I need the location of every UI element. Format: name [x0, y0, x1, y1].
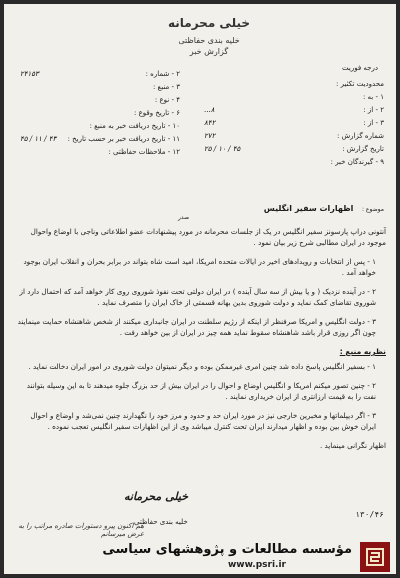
- list-item: ۱ - بسفیر انگلیس پاسخ داده شد چنین امری غیرممکن بوده و دیگر نمیتوان دولت شوروی در امور ایران دخالت نماید .: [28, 362, 376, 371]
- left-meta-block: [20, 68, 180, 159]
- urgency-label: درجه فوریت: [342, 64, 378, 72]
- document-page: [4, 4, 396, 574]
- list-item: ۳ - اگر دیپلماتها و مخبرین خارجی نیز در مورد ایران حد و حدود و مرز خود را نگهدارند چنین نمی‌شد و اوضاع و احوال ایران خوش بین بوده و اظهار میدارند ایران تحت کنترل میباشد وی از این اظهارات سفیر انگلیس تعجب نموده .: [30, 411, 376, 431]
- subject-line: [14, 204, 384, 213]
- list-item: ۳ - دولت انگلیس و امریکا صرفنظر از اینکه از رژیم سلطنت در ایران جانبداری میکنند از شخص شاهنشاه حمایت مینمایند چون اگر روزی قرار باشد شاهنشاه سقوط نماید همه چیز در ایران از بین خواهد رفت .: [17, 317, 376, 337]
- handwritten-note: هم اکنون پیرو دستورات صادره مراتب را به عرض میرسانم: [18, 522, 144, 538]
- meta-row: ۹ - گیرندگان خبر :: [330, 158, 384, 166]
- stamp-sub2: گزارش خبر: [189, 47, 229, 56]
- right-meta-block: [204, 78, 384, 169]
- closing-line: اظهار نگرانی مینماید .: [319, 441, 386, 450]
- report-body: [14, 226, 386, 459]
- stamp-sub1: خلیه بندی حفاظتی: [178, 36, 240, 45]
- footer: [4, 540, 396, 574]
- document-number: ۱۳۰/۴۶: [355, 510, 384, 519]
- meta-row: ۱۰ - تاریخ دریافت خبر به منبع :: [89, 122, 180, 130]
- meta-row: ۱۱ - تاریخ دریافت خبر بر حسب تاریخ : ۴۳ / ۱۱ / ۴۵: [20, 135, 180, 143]
- meta-row: ۴ - نوع :: [154, 96, 180, 104]
- meta-row: ۲ - از : ۸...: [204, 106, 384, 114]
- analysis-title: نظریه منبع :: [339, 347, 386, 356]
- meta-row: ۳ - از : ۸۴۲: [204, 119, 384, 127]
- meta-row: ۳ - منبع :: [152, 83, 180, 91]
- stamp-main: خیلی محرمانه: [167, 16, 251, 30]
- subject-value: اظهارات سفیر انگلیس: [263, 204, 354, 213]
- meta-row: ۱۲ - ملاحظات حفاظتی :: [108, 148, 180, 156]
- meta-row: تاریخ گزارش : ۴۵ / ۱۰ / ۲۵: [204, 145, 384, 153]
- organization-name: مؤسسه مطالعات و پژوهشهای سیاسی: [102, 542, 352, 557]
- signature-stamp: خلیه بندی حفاظتی: [134, 518, 188, 526]
- subject-label: موضوع :: [361, 206, 384, 213]
- meta-row: شماره گزارش : ۲۷۲: [204, 132, 384, 140]
- meta-row: ۶ - تاریخ وقوع :: [134, 109, 180, 117]
- list-item: ۲ - در آینده نزدیک ( و یا بیش از سه سال آینده ) در ایران دولتی تحت نفوذ شوروی روی کار خواهد آمد که احتمال دارد از شوروی تقاضای کمک نماید و دولت شوروی بدین بهانه قسمتی از خاک ایران را متصرف نماید .: [19, 287, 376, 307]
- psri-logo-icon: [360, 542, 390, 572]
- meta-row: ۲ - شماره : ۲۴۱۵۳: [20, 70, 180, 78]
- intro-paragraph: آنتونی دراپ پارسونز سفیر انگلیس در یک از جلسات محرمانه در مورد پیشنهادات عضو اطلاعاتی وناجی با اوضاع واحوال موجود در ایران مطالبی شرح زیر بیان نمود .: [30, 227, 386, 247]
- sender-tag: صدر: [178, 214, 190, 221]
- meta-row: ۱ - به :: [362, 93, 384, 101]
- list-item: ۱ - پس از انتخابات و رویدادهای اخیر در ایالات متحده امریکا، امید است شاه بتواند در برابر بحران و انقلاب ایران بوجود خواهد آمد .: [23, 257, 376, 277]
- list-item: ۲ - چنین تصور میکنم امریکا و انگلیس اوضاع و احوال را در ایران بیش از حد بزرگ جلوه میدهند تا به این وسیله بتوانند نفت را به قیمت ارزانتری از ایران خریداری نمایند .: [26, 381, 376, 401]
- classification-signature: خیلی محرمانه: [124, 490, 189, 503]
- website-link[interactable]: www.psri.ir: [227, 560, 286, 570]
- meta-row: محدودیت تکثیر :: [336, 80, 384, 88]
- classification-stamp: [154, 16, 264, 56]
